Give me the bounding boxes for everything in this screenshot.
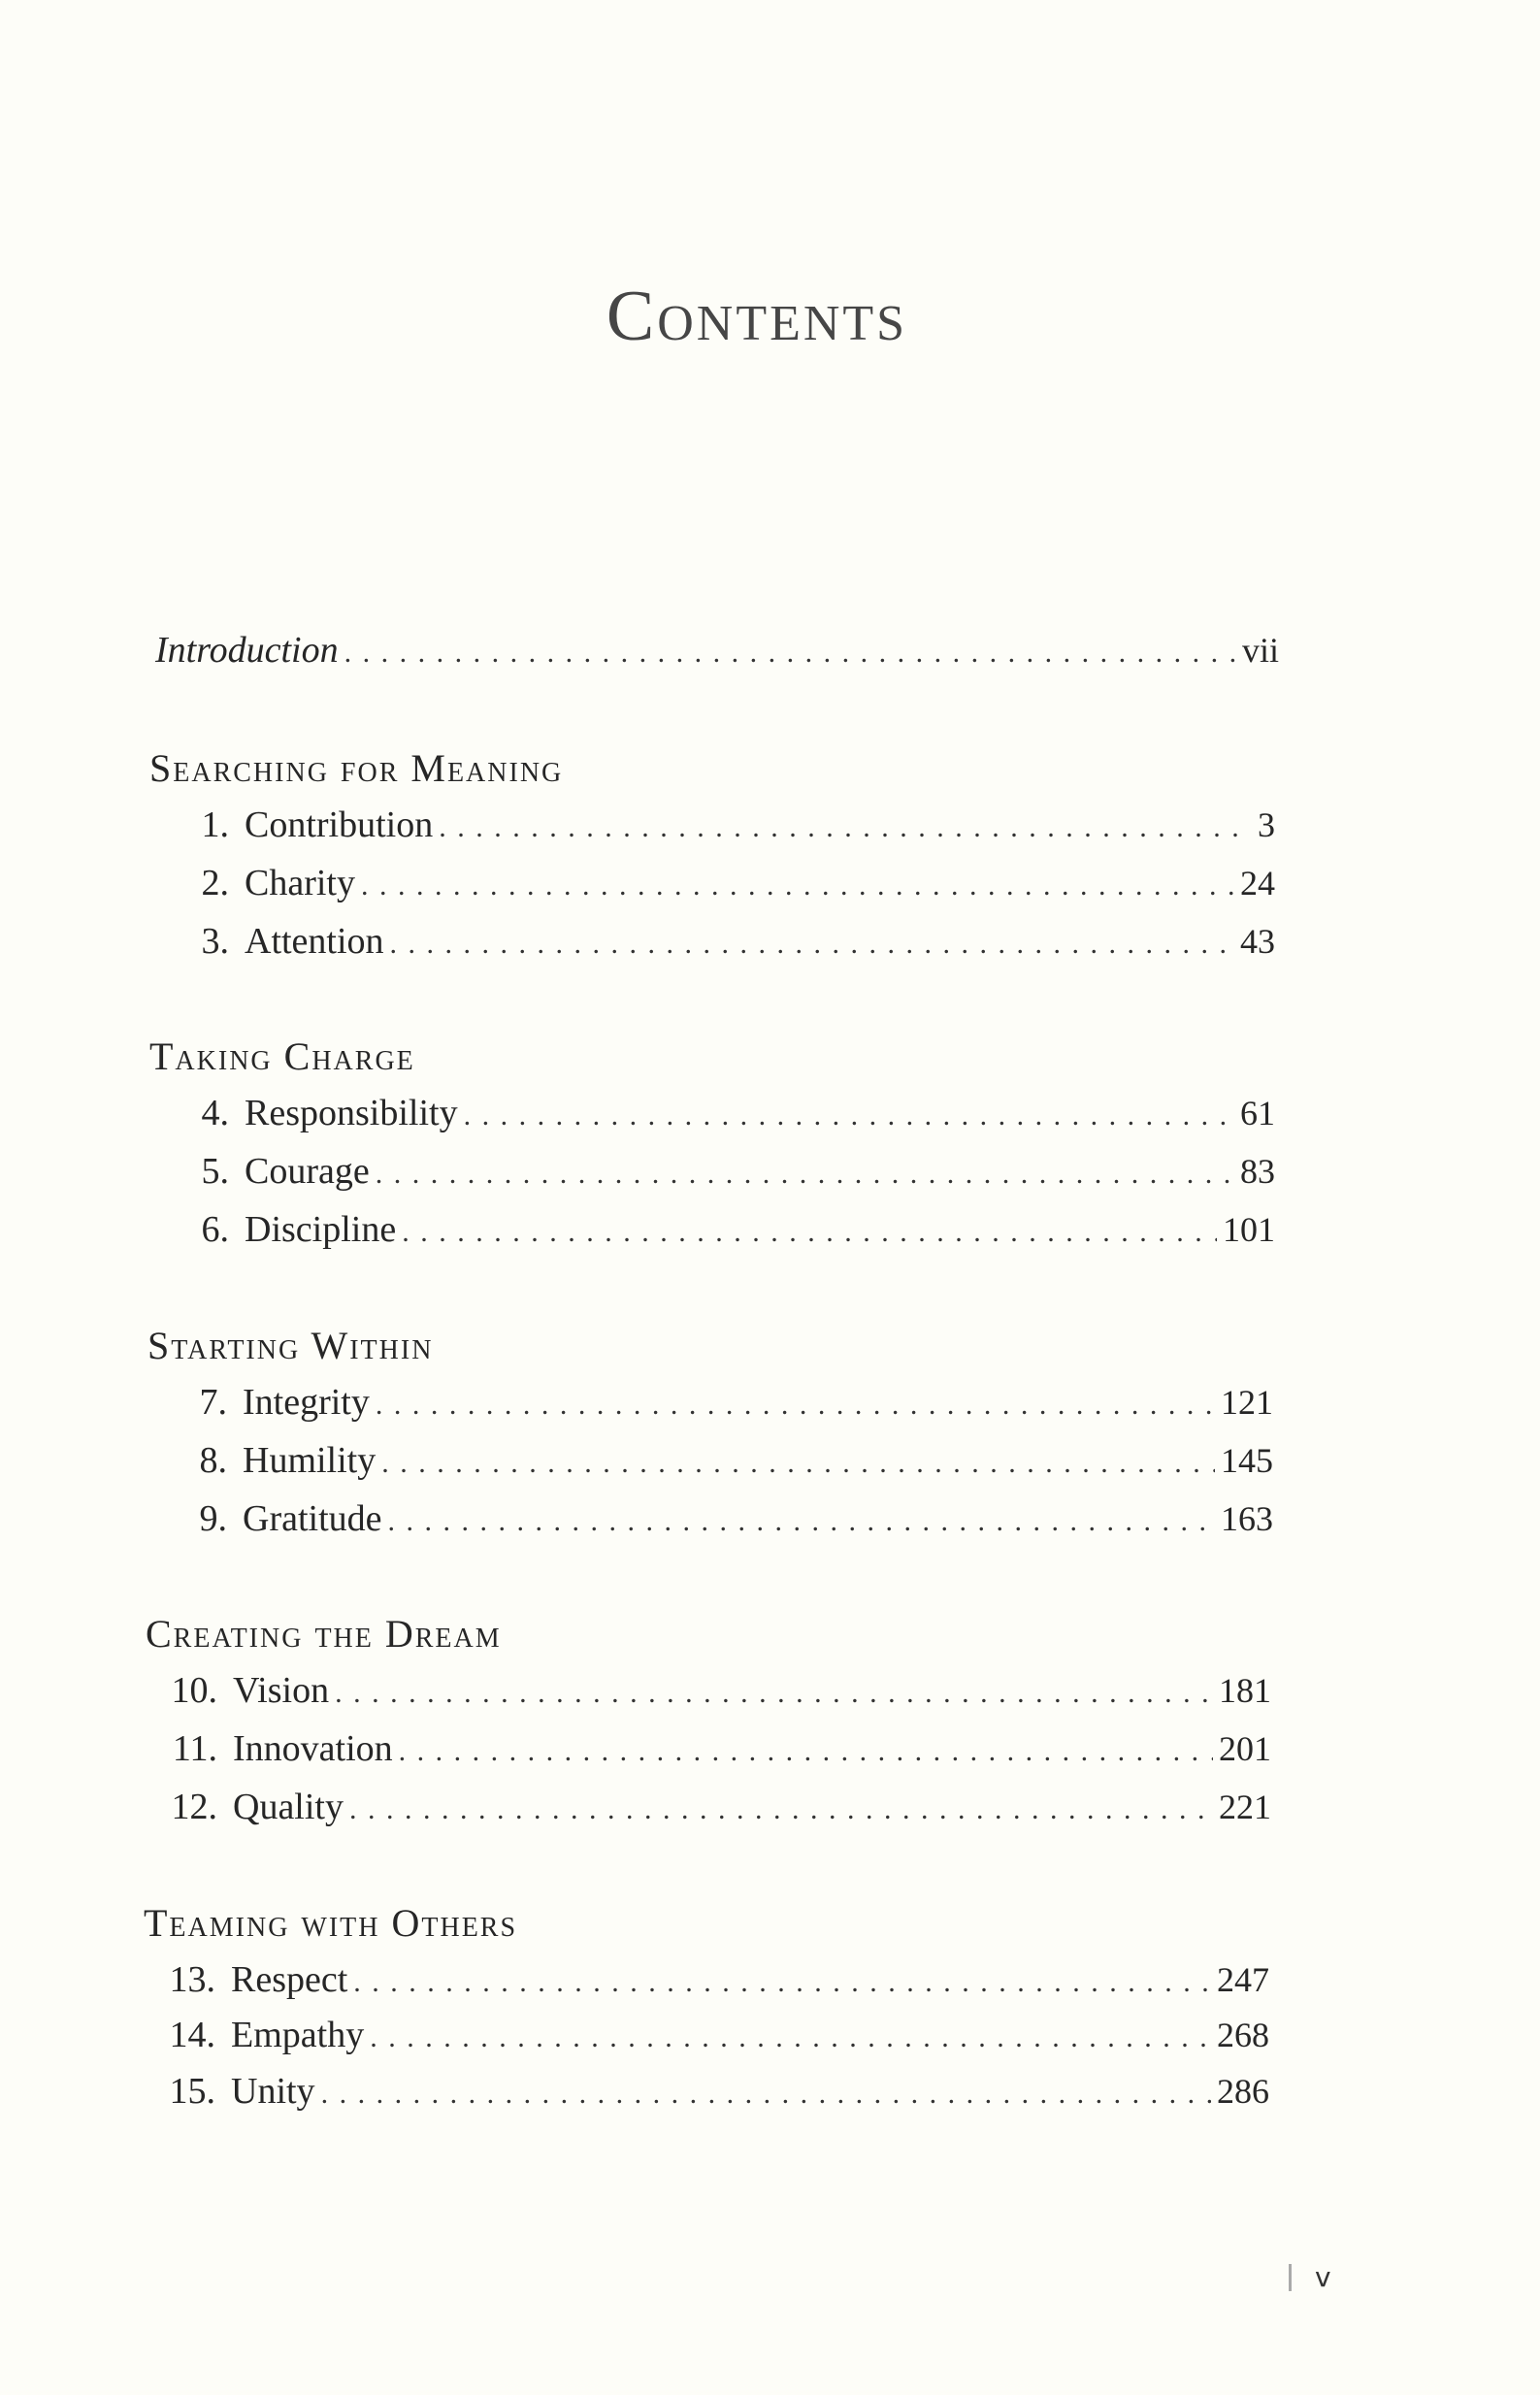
- page-number: 43: [1240, 922, 1275, 961]
- folio-page-number: v: [1315, 2261, 1331, 2293]
- page-number: 163: [1221, 1499, 1273, 1538]
- page-number: 221: [1219, 1788, 1271, 1826]
- dot-leader: [361, 869, 1234, 902]
- dot-leader: [399, 1735, 1213, 1768]
- chapter-number: 4.: [201, 1093, 229, 1133]
- dot-leader: [335, 1677, 1213, 1710]
- toc-entry[interactable]: [144, 1958, 1269, 2001]
- toc-entry[interactable]: [146, 1727, 1271, 1770]
- page-number: 286: [1217, 2072, 1269, 2111]
- toc-entry[interactable]: [144, 2014, 1269, 2056]
- chapter-number: 1.: [201, 804, 229, 845]
- section-heading: Taking Charge: [149, 1034, 415, 1078]
- dot-leader: [370, 2021, 1211, 2054]
- chapter-number: 9.: [199, 1498, 227, 1539]
- toc-entry[interactable]: [171, 1439, 1273, 1482]
- toc-entry[interactable]: [173, 920, 1275, 963]
- dot-leader: [439, 811, 1252, 844]
- section-heading: Searching for Meaning: [149, 746, 564, 790]
- page-number: 247: [1217, 1960, 1269, 1999]
- dot-leader: [344, 637, 1236, 670]
- entry-label: Humility: [243, 1440, 377, 1481]
- toc-entry-introduction[interactable]: [155, 629, 1279, 672]
- section-heading: Creating the Dream: [146, 1612, 502, 1656]
- entry-label: Courage: [245, 1151, 370, 1192]
- section-heading: Teaming with Others: [144, 1901, 518, 1945]
- dot-leader: [464, 1099, 1234, 1132]
- page-number: 121: [1221, 1383, 1273, 1422]
- page-number: 24: [1240, 864, 1275, 902]
- entry-label: Quality: [233, 1787, 344, 1827]
- section-heading: Starting Within: [147, 1324, 434, 1367]
- entry-label: Attention: [245, 921, 384, 962]
- dot-leader: [376, 1389, 1215, 1422]
- page-number: 181: [1219, 1671, 1271, 1710]
- toc-entry[interactable]: [171, 1497, 1273, 1540]
- dot-leader: [388, 1505, 1215, 1538]
- chapter-number: 7.: [199, 1382, 227, 1423]
- entry-label: Vision: [233, 1670, 330, 1711]
- entry-label: Charity: [245, 863, 355, 903]
- chapter-number: 5.: [201, 1151, 229, 1192]
- entry-label: Empathy: [231, 2015, 365, 2055]
- toc-entry[interactable]: [173, 804, 1275, 846]
- chapter-number: 11.: [172, 1728, 217, 1769]
- chapter-number: 2.: [201, 863, 229, 903]
- entry-label: Responsibility: [245, 1093, 458, 1133]
- chapter-number: 12.: [171, 1787, 217, 1827]
- entry-label: Gratitude: [243, 1498, 382, 1539]
- toc-entry[interactable]: [173, 1150, 1275, 1193]
- toc-entry[interactable]: [173, 862, 1275, 904]
- dot-leader: [321, 2078, 1211, 2111]
- folio-rule: [1289, 2264, 1292, 2291]
- chapter-number: 6.: [201, 1209, 229, 1250]
- page-number: 268: [1217, 2016, 1269, 2054]
- entry-label: Innovation: [233, 1728, 393, 1769]
- toc-entry[interactable]: [144, 2070, 1269, 2113]
- dot-leader: [353, 1966, 1211, 1999]
- page-number: 61: [1240, 1094, 1275, 1132]
- entry-label: Introduction: [155, 630, 339, 671]
- page-number: 145: [1221, 1441, 1273, 1480]
- entry-label: Integrity: [243, 1382, 370, 1423]
- entry-label: Discipline: [245, 1209, 397, 1250]
- chapter-number: 13.: [169, 1959, 215, 2000]
- toc-entry[interactable]: [146, 1786, 1271, 1828]
- dot-leader: [349, 1793, 1213, 1826]
- page-number: 3: [1258, 805, 1275, 844]
- toc-entry[interactable]: [173, 1092, 1275, 1134]
- entry-label: Contribution: [245, 804, 434, 845]
- toc-entry[interactable]: [173, 1208, 1275, 1251]
- dot-leader: [402, 1216, 1217, 1249]
- dot-leader: [390, 928, 1234, 961]
- chapter-number: 14.: [169, 2015, 215, 2055]
- chapter-number: 15.: [169, 2071, 215, 2112]
- chapter-number: 8.: [199, 1440, 227, 1481]
- entry-label: Respect: [231, 1959, 348, 2000]
- page-number: 201: [1219, 1729, 1271, 1768]
- chapter-number: 3.: [201, 921, 229, 962]
- page-number: 83: [1240, 1152, 1275, 1191]
- toc-entry[interactable]: [146, 1669, 1271, 1712]
- chapter-number: 10.: [171, 1670, 217, 1711]
- page-title: Contents: [606, 277, 908, 356]
- dot-leader: [381, 1447, 1215, 1480]
- entry-label: Unity: [231, 2071, 315, 2112]
- page-number: vii: [1241, 631, 1279, 670]
- page-number: 101: [1223, 1210, 1275, 1249]
- toc-entry[interactable]: [171, 1381, 1273, 1424]
- dot-leader: [376, 1158, 1234, 1191]
